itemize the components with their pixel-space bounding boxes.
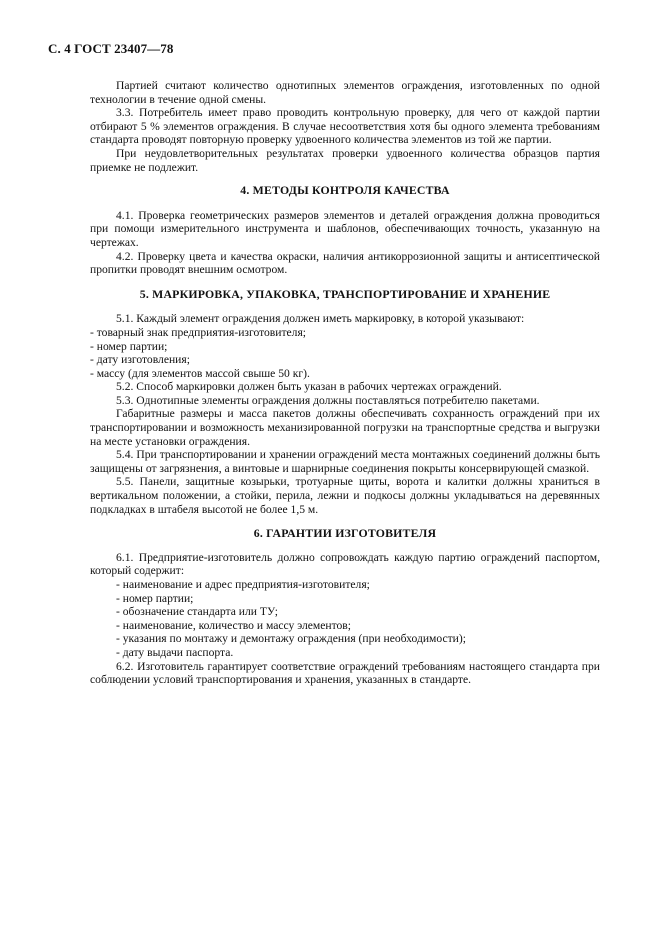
- paragraph-package-dimensions: Габаритные размеры и масса пакетов должны обеспечивать сохранность ограждений при их транспортировании и возможность механизированной погрузки на транспортные средства и выгрузки на месте установки ограждения.: [90, 407, 600, 448]
- paragraph-5-1: 5.1. Каждый элемент ограждения должен иметь маркировку, в которой указывают:: [116, 312, 525, 326]
- list-item: - обозначение стандарта или ТУ;: [116, 605, 278, 619]
- paragraph-4-1: 4.1. Проверка геометрических размеров элементов и деталей ограждения должна проводиться при помощи измерительного инструмента и шаблонов, обеспечивающих точность, указанную на чертежах.: [90, 208, 600, 249]
- list-item: - наименование и адрес предприятия-изготовителя;: [116, 578, 370, 591]
- paragraph-5-4: 5.4. При транспортировании и хранении ограждений места монтажных соединений должны быть защищены от загрязнения, а винтовые и шарнирные соединения покрыты консервирующей смазкой.: [90, 448, 600, 475]
- page-header: С. 4 ГОСТ 23407—78: [48, 41, 174, 56]
- section-heading-5: 5. МАРКИРОВКА, УПАКОВКА, ТРАНСПОРТИРОВАНИЕ И ХРАНЕНИЕ: [139, 286, 551, 301]
- list-item: - наименование, количество и массу элементов;: [116, 618, 351, 632]
- section-heading-6: 6. ГАРАНТИИ ИЗГОТОВИТЕЛЯ: [253, 526, 437, 541]
- list-item: - товарный знак предприятия-изготовителя;: [90, 325, 307, 339]
- paragraph-5-5: 5.5. Панели, защитные козырьки, тротуарные щиты, ворота и калитки должны храниться в вертикальном положении, а стойки, перила, лежни и подкосы должны укладываться на деревянных подкладках в штабеля высотой не более 1,5 м.: [90, 475, 600, 516]
- list-item: - дату выдачи паспорта.: [116, 645, 234, 659]
- list-item: - номер партии;: [90, 339, 168, 353]
- list-item: - указания по монтажу и демонтажу ограждения (при необходимости);: [116, 632, 466, 646]
- paragraph-3-3: 3.3. Потребитель имеет право проводить контрольную проверку, для чего от каждой партии отбирают 5 % элементов ограждения. В случае несоответствия хотя бы одного элемента требованиям стандарта проводят повторную проверку удвоенного количества элементов из той же партии.: [90, 106, 600, 147]
- paragraph-5-3: 5.3. Однотипные элементы ограждения должны поставляться потребителю пакетами.: [116, 393, 540, 407]
- list-item: - дату изготовления;: [90, 353, 190, 367]
- section-heading-4: 4. МЕТОДЫ КОНТРОЛЯ КАЧЕСТВА: [240, 183, 450, 198]
- paragraph-batch-definition: Партией считают количество однотипных элементов ограждения, изготовленных по одной технологии в течение одной смены.: [90, 79, 600, 106]
- paragraph-6-2: 6.2. Изготовитель гарантирует соответствие ограждений требованиям настоящего стандарта при соблюдении условий транспортирования и хранения, указанных в стандарте.: [90, 659, 600, 687]
- document-body: [90, 79, 600, 687]
- list-item: - номер партии;: [116, 591, 194, 605]
- paragraph-4-2: 4.2. Проверку цвета и качества окраски, наличия антикоррозионной защиты и антисептической пропитки проводят внешним осмотром.: [90, 249, 600, 277]
- paragraph-6-1: 6.1. Предприятие-изготовитель должно сопровождать каждую партию ограждений паспортом, который содержит:: [90, 550, 600, 578]
- list-item: - массу (для элементов массой свыше 50 кг).: [90, 366, 310, 380]
- paragraph-5-2: 5.2. Способ маркировки должен быть указан в рабочих чертежах ограждений.: [116, 380, 502, 394]
- paragraph-batch-rejection: При неудовлетворительных результатах проверки удвоенного количества образцов партия приемке не подлежит.: [90, 146, 600, 174]
